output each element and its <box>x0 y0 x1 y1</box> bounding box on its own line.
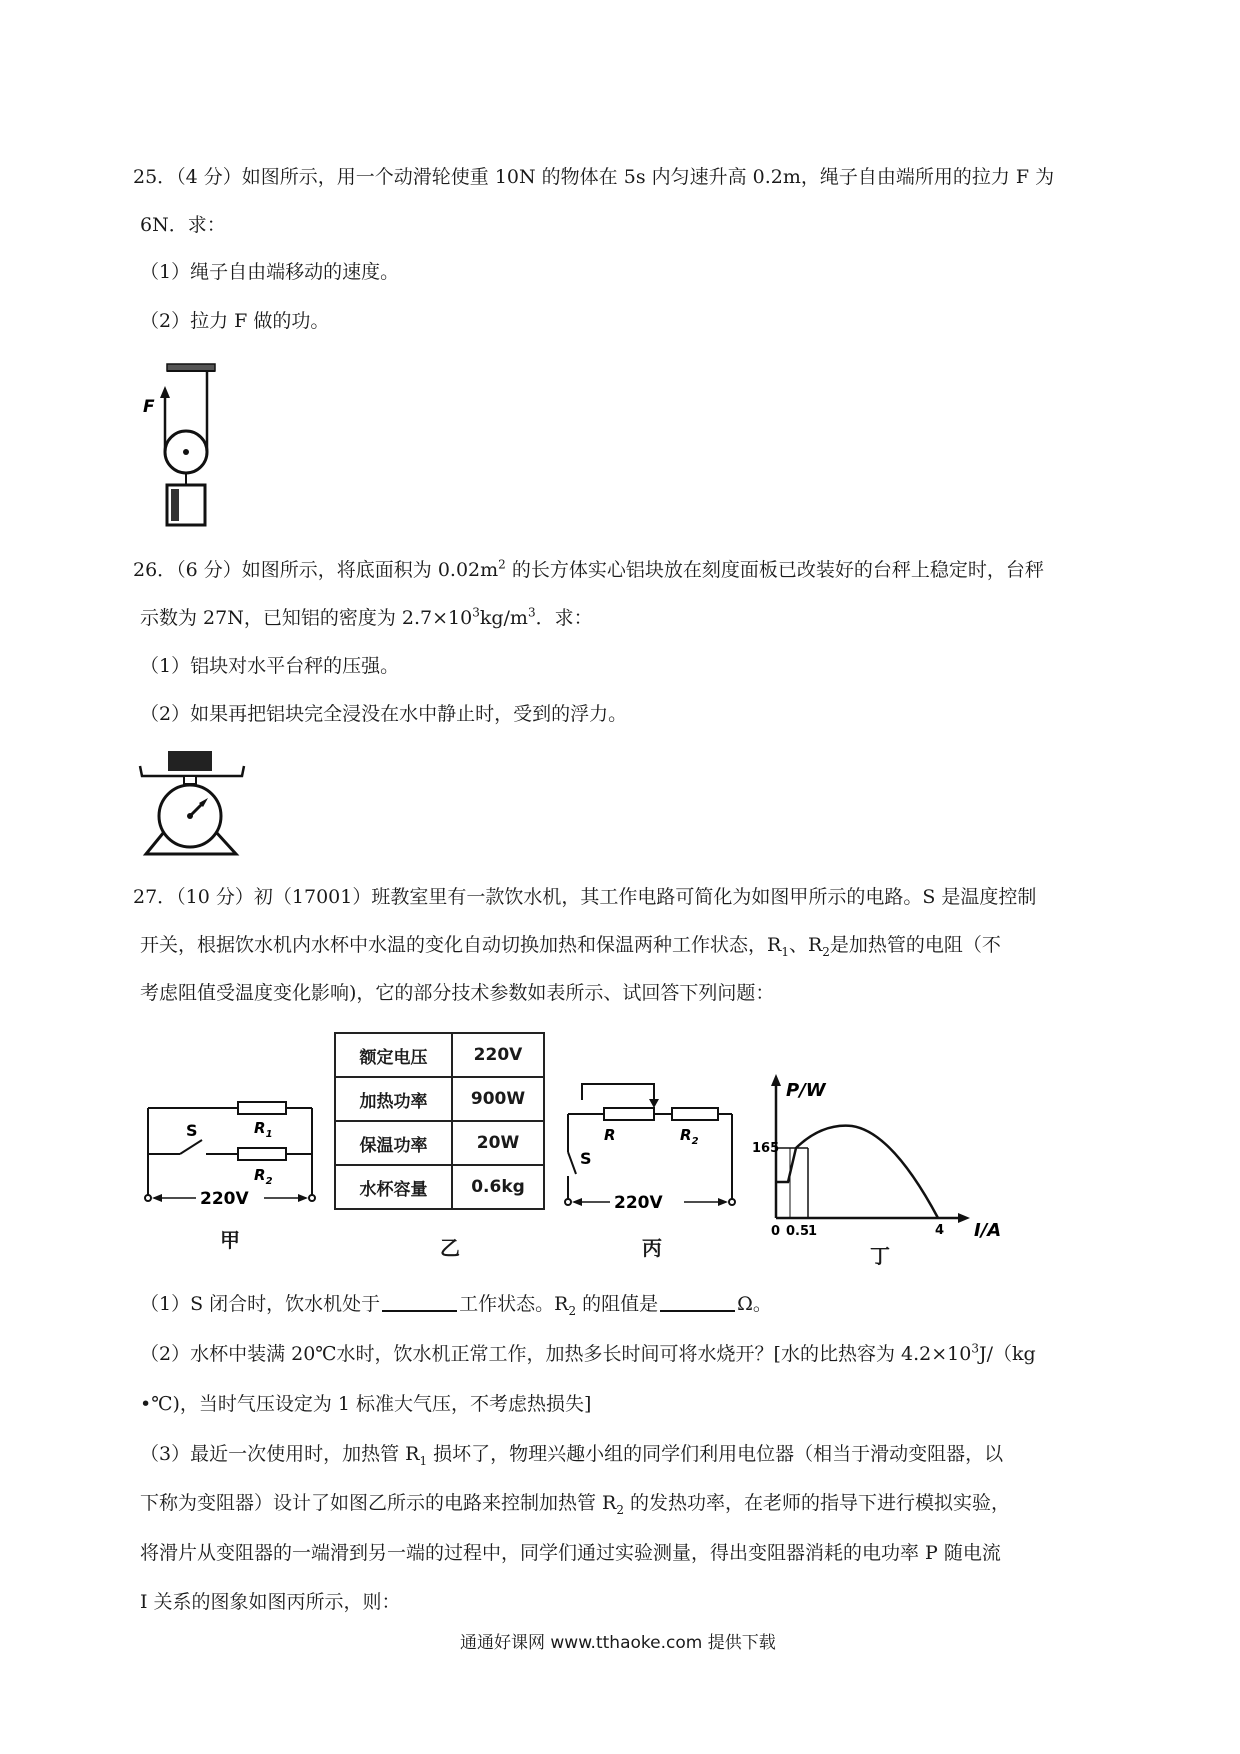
q27-sub3-line4: I 关系的图象如图丙所示，则： <box>140 1591 401 1613</box>
x-tick-label: 0 <box>771 1224 781 1239</box>
pulley-figure <box>135 360 255 530</box>
rheostat-label: R <box>604 1126 616 1144</box>
q26-sub1: （1）铝块对水平台秤的压强。 <box>140 655 400 677</box>
power-current-graph <box>752 1068 1022 1248</box>
q26-line1: 26．（6 分）如图所示，将底面积为 $0.02m^2$ 的长方体实心铝块放在刻度面板已改装好的台秤上稳定时，台秤 <box>133 557 1044 581</box>
q26-sub2: （2）如果再把铝块完全浸没在水中静止时，受到的浮力。 <box>140 703 628 725</box>
x-tick-label: 4 <box>935 1223 945 1238</box>
q27-sub3-line2: 下称为变阻器）设计了如图乙所示的电路来控制加热管 $R_2$ 的发热功率，在老师的指导下进行模拟实验， <box>140 1492 1011 1517</box>
answer-blank[interactable] <box>660 1292 735 1312</box>
q27-line1: 27．（10 分）初（17001）班教室里有一款饮水机，其工作电路可简化为如图甲所示的电路。S 是温度控制 <box>133 886 1037 908</box>
caption-jia: 甲 <box>220 1228 240 1252</box>
scale-figure <box>138 748 248 860</box>
table-row: 水杯容量 0.6kg <box>335 1165 544 1209</box>
table-row: 加热功率 900W <box>335 1077 544 1121</box>
caption-bing: 丙 <box>642 1236 662 1260</box>
q27-sub2-line2: •℃)，当时气压设定为 1 标准大气压，不考虑热损失] <box>140 1393 592 1415</box>
q25-line2: 6N．求： <box>140 214 226 236</box>
y-tick-label: 165 <box>752 1141 780 1156</box>
table-row: 保温功率 20W <box>335 1121 544 1165</box>
q25-line1: 25．（4 分）如图所示，用一个动滑轮使重 10N 的物体在 5s 内匀速升高 0.2m，绳子自由端所用的拉力 F 为 <box>133 166 1055 188</box>
answer-blank[interactable] <box>382 1292 457 1312</box>
force-label: F <box>143 397 155 417</box>
r2-label: $R_2$ <box>680 1126 699 1147</box>
footer-source: 通通好课网 www.tthaoke.com 提供下载 <box>460 1633 776 1653</box>
q25-sub2: （2）拉力 F 做的功。 <box>140 310 330 332</box>
q26-line2: 示数为 27N，已知铝的密度为 $2.7\times 10^3kg/m^3$．求： <box>140 605 593 629</box>
q27-sub3-line3: 将滑片从变阻器的一端滑到另一端的过程中，同学们通过实验测量，得出变阻器消耗的电功率 P 随电流 <box>140 1542 1001 1564</box>
q27-sub1: （1）S 闭合时，饮水机处于 工作状态。$R_2$ 的阻值是 Ω。 <box>140 1293 772 1318</box>
caption-ding: 丁 <box>870 1244 890 1268</box>
r1-label: $R_1$ <box>254 1119 273 1140</box>
switch-label: S <box>186 1121 198 1140</box>
voltage-label: 220V <box>200 1189 249 1209</box>
x-axis-label: I/A <box>974 1220 1002 1241</box>
x-tick-label: 1 <box>808 1224 818 1239</box>
q27-sub2-line1: （2）水杯中装满 20℃水时，饮水机正常工作，加热多长时间可将水烧开？[水的比热容为 $4.2\times 10^3J/(kg$ <box>140 1341 1036 1365</box>
q27-line3: 考虑阻值受温度变化影响)，它的部分技术参数如表所示、试回答下列问题： <box>140 982 775 1004</box>
r2-label: $R_2$ <box>254 1166 273 1187</box>
switch-label: S <box>580 1149 592 1168</box>
q27-line2: 开关，根据饮水机内水杯中水温的变化自动切换加热和保温两种工作状态，$R_1$、$R_2$是加热管的电阻（不 <box>140 934 1001 959</box>
q27-sub3-line1: （3）最近一次使用时，加热管 $R_1$ 损坏了，物理兴趣小组的同学们利用电位器（相当于滑动变阻器，以 <box>140 1443 1004 1468</box>
x-tick-label: 0.5 <box>786 1224 810 1239</box>
table-row: 额定电压 220V <box>335 1033 544 1077</box>
circuit-jia <box>140 1090 340 1210</box>
circuit-bing <box>560 1082 740 1212</box>
y-axis-label: P/W <box>786 1080 826 1101</box>
q25-sub1: （1）绳子自由端移动的速度。 <box>140 261 400 283</box>
caption-yi: 乙 <box>440 1236 460 1260</box>
voltage-label: 220V <box>614 1193 663 1212</box>
spec-table <box>334 1032 545 1210</box>
